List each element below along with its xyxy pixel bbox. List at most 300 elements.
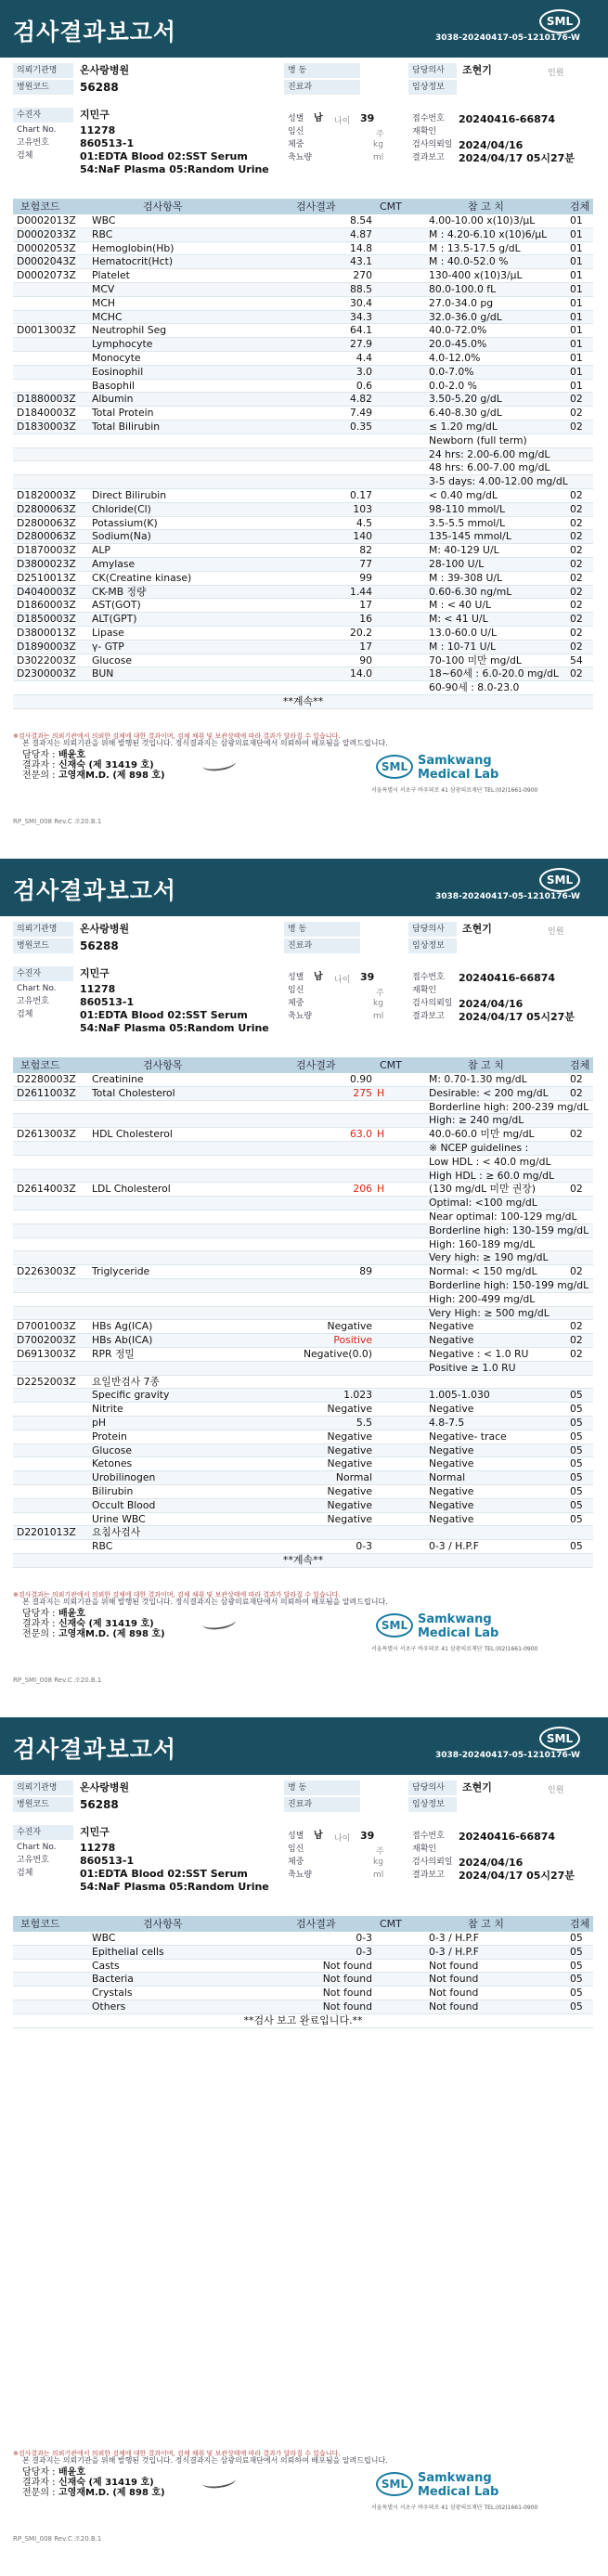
result-row <box>13 338 593 352</box>
test-code: D7001003Z <box>17 1320 76 1333</box>
tester-label: 담당자 : <box>22 750 56 760</box>
report-header <box>0 859 608 916</box>
test-name: Urine WBC <box>92 1512 146 1525</box>
result-row <box>13 214 593 228</box>
test-reference: 98-110 mmol/L <box>429 502 505 515</box>
report-footer <box>0 731 608 859</box>
test-reference: 4.0-12.0% <box>429 351 481 364</box>
test-reference: 0.0-7.0% <box>429 365 474 378</box>
test-result: 0.90 <box>349 1073 372 1085</box>
test-code: D6913003Z <box>17 1347 76 1360</box>
result-row <box>13 2000 593 2014</box>
tester-label: 담당자 : <box>22 1609 56 1619</box>
receipt-no-value: 20240416-66874 <box>459 113 556 125</box>
result-row <box>13 1183 593 1197</box>
test-code: D0002053Z <box>17 241 76 254</box>
test-reference: Low HDL : < 40.0 mg/dL <box>429 1155 551 1168</box>
specimen-line-1: 01:EDTA Blood 02:SST Serum <box>80 150 248 162</box>
test-reference: 4.8-7.5 <box>429 1416 465 1429</box>
in-charge-label: 인원 <box>548 1786 564 1795</box>
result-row <box>13 517 593 531</box>
test-code: D3800013Z <box>17 626 76 639</box>
test-reference: Near optimal: 100-129 mg/dL <box>429 1210 577 1223</box>
test-specimen: 02 <box>570 1128 583 1141</box>
result-row <box>13 1932 593 1946</box>
result-row <box>13 228 593 242</box>
result-row <box>13 1376 593 1390</box>
result-row <box>13 1513 593 1527</box>
urine-volume-label: 축뇨량 <box>288 1871 313 1880</box>
test-name: RBC <box>92 1540 113 1553</box>
test-result: 63.0 <box>349 1128 372 1141</box>
test-name: pH <box>92 1416 106 1429</box>
test-result: 4.82 <box>349 393 372 406</box>
footer-notice: 본 결과지는 의뢰기관을 위해 발행된 것입니다. 정식결과지는 삼광의료재단에서 의뢰하여 배포됨을 알려드립니다. <box>22 739 388 747</box>
test-code: D2800063Z <box>17 530 76 543</box>
test-name: Bacteria <box>92 1973 134 1986</box>
result-row <box>13 1170 593 1184</box>
test-reference: Negative <box>429 1457 474 1470</box>
test-specimen: 02 <box>570 393 583 406</box>
test-code: D0002073Z <box>17 269 76 282</box>
ward-label: 병 동 <box>284 63 360 78</box>
col-name: 검사항목 <box>143 201 183 213</box>
footer-address: 서울특별시 서초구 바우뫼로 41 삼광의료재단 TEL:(02)1661-0900 <box>371 787 538 794</box>
test-result: 34.3 <box>349 310 372 323</box>
patient-id-value: 860513-1 <box>80 996 135 1008</box>
test-specimen: 54 <box>570 654 583 667</box>
col-name: 검사항목 <box>143 1059 183 1071</box>
test-reference: Borderline high: 200-239 mg/dL <box>429 1100 589 1113</box>
result-row <box>13 1960 593 1974</box>
pregnancy-label: 임신 <box>288 1845 304 1854</box>
test-result: 0.35 <box>349 420 372 433</box>
test-result: Normal <box>335 1471 372 1484</box>
result-row <box>13 407 593 421</box>
results-table-header <box>13 1916 593 1932</box>
result-row <box>13 1430 593 1444</box>
test-specimen: 01 <box>570 351 583 364</box>
chart-no-label: Chart No. <box>17 125 57 135</box>
test-result: 64.1 <box>349 324 372 337</box>
test-reference: M: 40-129 U/L <box>429 544 499 557</box>
test-name: Total Protein <box>92 407 154 420</box>
result-row <box>13 1293 593 1307</box>
verifier-name: 신재숙 (제 31419 호) <box>58 1619 154 1629</box>
test-reference: Negative- trace <box>429 1430 507 1443</box>
signature-mark <box>201 2473 237 2491</box>
test-result: 77 <box>359 557 372 570</box>
institution-label: 의뢰기관명 <box>13 1780 73 1795</box>
report-date-value: 2024/04/17 05시27분 <box>459 1870 575 1882</box>
test-name: Potassium(K) <box>92 516 158 529</box>
ward-label: 병 동 <box>284 922 360 937</box>
test-name: Lipase <box>92 626 124 639</box>
test-code: D2614003Z <box>17 1183 76 1196</box>
test-reference: 0-3 / H.P.F <box>429 1945 479 1958</box>
test-name: HBs Ab(ICA) <box>92 1334 153 1347</box>
result-row <box>13 599 593 613</box>
col-name: 검사항목 <box>143 1918 183 1930</box>
test-name: Bilirubin <box>92 1484 134 1497</box>
test-reference: 3.50-5.20 g/dL <box>429 393 502 406</box>
doctor-value: 조현기 <box>462 64 492 76</box>
chart-no-value: 11278 <box>80 1842 116 1854</box>
test-reference: Negative <box>429 1320 474 1333</box>
test-specimen: 01 <box>570 310 583 323</box>
test-reference: 1.005-1.030 <box>429 1389 490 1402</box>
test-specimen: 01 <box>570 214 583 227</box>
col-result: 검사결과 <box>296 201 336 213</box>
test-result: 88.5 <box>349 282 372 295</box>
test-code: D1860003Z <box>17 599 76 612</box>
footer-warning: ※검사결과는 의뢰기관에서 의뢰한 검체에 대한 결과이며, 검체 채취 및 보관상태에 따라 결과가 달라질 수 있습니다. <box>13 732 341 740</box>
hospital-code-label: 병원코드 <box>13 80 73 95</box>
result-row <box>13 1156 593 1170</box>
sex-label: 성별 <box>288 1832 304 1841</box>
result-row <box>13 242 593 256</box>
test-name: RBC <box>92 227 113 240</box>
test-name: Ketones <box>92 1457 133 1470</box>
test-name: Casts <box>92 1959 120 1972</box>
patient-info <box>0 1775 608 1914</box>
test-name: Urobilinogen <box>92 1471 156 1484</box>
test-reference: High: 200-499 mg/dL <box>429 1292 536 1305</box>
age-label: 나이 <box>334 1834 351 1844</box>
specialist-label: 전문의 : <box>22 2488 56 2498</box>
test-reference: M : < 40 U/L <box>429 599 492 612</box>
test-specimen: 05 <box>570 1416 583 1429</box>
test-result: 0-3 <box>356 1945 372 1958</box>
result-row <box>13 1142 593 1156</box>
result-row <box>13 475 593 489</box>
test-result: Negative <box>327 1430 372 1443</box>
col-reference: 참 고 치 <box>468 1918 504 1930</box>
result-row <box>13 1946 593 1960</box>
test-name: 요침사검사 <box>92 1526 141 1539</box>
doctor-label: 담당의사 <box>408 63 457 78</box>
col-specimen: 검체 <box>570 1059 590 1071</box>
test-reference: Normal: < 150 mg/dL <box>429 1265 537 1278</box>
urine-volume-label: 축뇨량 <box>288 153 313 162</box>
signature-mark <box>201 756 237 773</box>
test-reference: Negative <box>429 1498 474 1511</box>
sml-logo-icon: SML <box>539 868 580 892</box>
patient-info <box>0 58 608 197</box>
patient-name-value: 지민구 <box>80 1826 110 1838</box>
result-row <box>13 1444 593 1458</box>
test-code: D0002033Z <box>17 227 76 240</box>
test-name: Albumin <box>92 393 134 406</box>
patient-id-label: 고유번호 <box>17 997 49 1006</box>
test-name: Neutrophil Seg <box>92 324 167 337</box>
report-date-value: 2024/04/17 05시27분 <box>459 152 575 164</box>
test-reference: Newborn (full term) <box>429 434 527 447</box>
test-result: 0.17 <box>349 488 372 501</box>
test-reference: M : 39-308 U/L <box>429 571 503 584</box>
test-specimen: 02 <box>570 599 583 612</box>
test-name: Lymphocyte <box>92 338 153 351</box>
result-row <box>13 352 593 366</box>
test-name: MCH <box>92 296 115 309</box>
test-reference: ※ NCEP guidelines : <box>429 1141 529 1154</box>
result-row <box>13 1457 593 1471</box>
test-specimen: 02 <box>570 613 583 626</box>
test-result: Negative <box>327 1457 372 1470</box>
samkwang-name-line-2: Medical Lab <box>418 2485 499 2499</box>
result-row <box>13 558 593 572</box>
report-code: 3038-20240417-05-1210176-W <box>435 33 580 43</box>
test-name: Protein <box>92 1430 127 1443</box>
result-row <box>13 681 593 695</box>
ward-label: 병 동 <box>284 1780 360 1795</box>
sex-label: 성별 <box>288 973 304 982</box>
test-name: CK(Creatine kinase) <box>92 571 192 584</box>
test-reference: 40.0-72.0% <box>429 324 487 337</box>
test-specimen: 02 <box>570 585 583 598</box>
test-reference: 4.00-10.00 x(10)3/μL <box>429 214 536 227</box>
test-result: 0-3 <box>356 1540 372 1553</box>
test-specimen: 01 <box>570 241 583 254</box>
department-label: 진료과 <box>284 80 360 95</box>
patient-name-label: 수진자 <box>13 966 73 981</box>
test-specimen: 02 <box>570 488 583 501</box>
test-reference: M: 0.70-1.30 mg/dL <box>429 1073 527 1085</box>
result-row <box>13 1320 593 1334</box>
report-header <box>0 0 608 58</box>
test-name: HBs Ag(ICA) <box>92 1320 153 1333</box>
patient-name-label: 수진자 <box>13 108 73 123</box>
test-specimen: 05 <box>570 1403 583 1416</box>
in-charge-label: 인원 <box>548 927 564 937</box>
test-result: Not found <box>322 1959 372 1972</box>
result-row <box>13 627 593 641</box>
test-code: D4040003Z <box>17 585 76 598</box>
test-result: 270 <box>353 269 372 282</box>
col-reference: 참 고 치 <box>468 1059 504 1071</box>
test-name: Specific gravity <box>92 1389 170 1402</box>
test-result: Negative <box>327 1512 372 1525</box>
test-name: WBC <box>92 214 116 227</box>
test-code: D1890003Z <box>17 640 76 653</box>
patient-name-value: 지민구 <box>80 967 110 979</box>
exam-date-label: 검사의뢰일 <box>412 999 453 1008</box>
test-name: HDL Cholesterol <box>92 1128 173 1141</box>
test-reference: 28-100 U/L <box>429 557 485 570</box>
test-specimen: 05 <box>570 1932 583 1944</box>
test-reference: < 0.40 mg/dL <box>429 488 498 501</box>
footer-notice: 본 결과지는 의뢰기관을 위해 발행된 것입니다. 정식결과지는 삼광의료재단에서 의뢰하여 배포됨을 알려드립니다. <box>22 2456 388 2465</box>
institution-value: 온사랑병원 <box>80 923 130 935</box>
result-row <box>13 544 593 558</box>
result-row <box>13 1348 593 1362</box>
col-code: 보험코드 <box>20 1059 60 1071</box>
samkwang-name-line-2: Medical Lab <box>418 1626 499 1640</box>
test-specimen: 02 <box>570 1320 583 1333</box>
results-table-header <box>13 199 593 214</box>
test-specimen: 01 <box>570 324 583 337</box>
result-row <box>13 1224 593 1238</box>
test-result: 7.49 <box>349 407 372 420</box>
institution-value: 온사랑병원 <box>80 1781 130 1793</box>
test-specimen: 01 <box>570 227 583 240</box>
report-code: 3038-20240417-05-1210176-W <box>435 1751 580 1760</box>
test-reference: (130 mg/dL 미만 권장) <box>429 1183 536 1196</box>
test-name: CK-MB 정량 <box>92 585 147 598</box>
test-reference: 70-100 미만 mg/dL <box>429 654 522 667</box>
test-specimen: 02 <box>570 1265 583 1278</box>
test-specimen: 05 <box>570 1498 583 1511</box>
department-label: 진료과 <box>284 938 360 953</box>
test-reference: Very High: ≥ 500 mg/dL <box>429 1306 550 1319</box>
test-result: Not found <box>322 1973 372 1986</box>
report-end-marker: **검사 보고 완료입니다.** <box>13 2014 593 2028</box>
pregnancy-unit: 주 <box>376 989 384 998</box>
test-name: ALP <box>92 544 110 557</box>
patient-name-label: 수진자 <box>13 1825 73 1840</box>
test-specimen: 01 <box>570 282 583 295</box>
re-exam-label: 재확인 <box>412 127 437 136</box>
result-row <box>13 1128 593 1142</box>
pregnancy-unit: 주 <box>376 130 384 139</box>
test-reference: 135-145 mmol/L <box>429 530 511 543</box>
col-specimen: 검체 <box>570 201 590 213</box>
test-result: Not found <box>322 2000 372 2013</box>
test-name: Hemoglobin(Hb) <box>92 241 175 254</box>
test-code: D2201013Z <box>17 1526 76 1539</box>
result-row <box>13 311 593 325</box>
result-row <box>13 1307 593 1321</box>
in-charge-label: 인원 <box>548 69 564 78</box>
receipt-no-value: 20240416-66874 <box>459 1831 556 1843</box>
sml-logo-icon: SML <box>539 1727 580 1751</box>
test-name: ALT(GPT) <box>92 613 137 626</box>
age-value: 39 <box>360 112 375 124</box>
verifier-label: 결과자 : <box>22 2478 56 2488</box>
col-reference: 참 고 치 <box>468 201 504 213</box>
report-title: 검사결과보고서 <box>13 877 177 904</box>
samkwang-name-line-1: Samkwang <box>418 2471 492 2485</box>
test-specimen: 05 <box>570 1430 583 1443</box>
verifier-name: 신재숙 (제 31419 호) <box>58 760 154 770</box>
test-reference: 24 hrs: 2.00-6.00 mg/dL <box>429 447 550 460</box>
test-result: 275 <box>353 1086 372 1099</box>
test-specimen: 01 <box>570 379 583 392</box>
test-result: 17 <box>359 640 372 653</box>
result-row <box>13 434 593 448</box>
test-reference: 0.60-6.30 ng/mL <box>429 585 512 598</box>
hospital-code-value: 56288 <box>80 81 119 94</box>
receipt-no-label: 접수번호 <box>412 1832 445 1841</box>
test-reference: High HDL : ≥ 60.0 mg/dL <box>429 1169 555 1182</box>
hospital-code-label: 병원코드 <box>13 1797 73 1812</box>
samkwang-name <box>418 754 498 782</box>
age-value: 39 <box>360 1830 375 1842</box>
signatures <box>22 2467 165 2498</box>
test-code: D1840003Z <box>17 407 76 420</box>
test-result: 8.54 <box>349 214 372 227</box>
result-row <box>13 1499 593 1513</box>
footer-address: 서울특별시 서초구 바우뫼로 41 삼광의료재단 TEL:(02)1661-0900 <box>371 1646 538 1652</box>
result-row <box>13 297 593 311</box>
test-result: 4.5 <box>356 516 372 529</box>
chart-no-label: Chart No. <box>17 984 57 993</box>
urine-volume-label: 축뇨량 <box>288 1012 313 1021</box>
weight-unit: kg <box>373 1858 383 1867</box>
verifier-label: 결과자 : <box>22 1619 56 1629</box>
test-reference: 60-90세 : 8.0-23.0 <box>429 681 520 694</box>
test-code: D3022003Z <box>17 654 76 667</box>
result-row <box>13 1485 593 1499</box>
test-flag: H <box>377 1128 385 1141</box>
test-name: Eosinophil <box>92 365 144 378</box>
test-specimen: 01 <box>570 338 583 351</box>
result-row <box>13 654 593 668</box>
sex-value: 남 <box>314 972 323 982</box>
receipt-no-label: 접수번호 <box>412 114 445 123</box>
test-specimen: 05 <box>570 1512 583 1525</box>
chart-no-value: 11278 <box>80 124 116 136</box>
test-code: D2300003Z <box>17 667 76 680</box>
col-result: 검사결과 <box>296 1918 336 1930</box>
receipt-no-label: 접수번호 <box>412 973 445 982</box>
results-table <box>13 1073 593 1568</box>
test-specimen: 05 <box>570 2000 583 2013</box>
test-reference: Not found <box>429 1987 479 2000</box>
result-row <box>13 1362 593 1376</box>
test-reference: Very high: ≥ 190 mg/dL <box>429 1251 549 1264</box>
col-flag: CMT <box>380 1918 402 1930</box>
report-footer <box>0 1590 608 1717</box>
result-row <box>13 503 593 517</box>
test-specimen: 02 <box>570 626 583 639</box>
test-specimen: 02 <box>570 1086 583 1099</box>
result-row <box>13 586 593 600</box>
test-specimen: 01 <box>570 296 583 309</box>
form-code: RP_SMI_008 Rev.C 조20.B.1 <box>13 1676 102 1684</box>
sex-label: 성별 <box>288 114 304 123</box>
result-row <box>13 324 593 338</box>
hospital-code-label: 병원코드 <box>13 938 73 953</box>
tester-name: 배윤호 <box>58 1609 85 1619</box>
test-specimen: 05 <box>570 1443 583 1456</box>
test-reference: Negative <box>429 1334 474 1347</box>
specimen-label: 검체 <box>17 151 33 161</box>
report-title: 검사결과보고서 <box>13 19 177 45</box>
test-result: Negative <box>327 1443 372 1456</box>
sex-value: 남 <box>314 1831 323 1841</box>
result-row <box>13 1389 593 1403</box>
test-reference: M : 13.5-17.5 g/dL <box>429 241 521 254</box>
test-flag: H <box>377 1086 385 1099</box>
test-result: 4.87 <box>349 227 372 240</box>
exam-date-value: 2024/04/16 <box>459 998 524 1010</box>
test-result: 103 <box>353 502 372 515</box>
report-end-marker: **계속** <box>13 695 593 709</box>
test-specimen: 02 <box>570 667 583 680</box>
test-reference: M : 4.20-6.10 x(10)6/μL <box>429 227 548 240</box>
test-code: D2800063Z <box>17 502 76 515</box>
report-page-2 <box>0 859 608 1717</box>
test-name: Total Cholesterol <box>92 1086 175 1099</box>
report-date-value: 2024/04/17 05시27분 <box>459 1011 575 1023</box>
samkwang-name-line-1: Samkwang <box>418 1612 492 1626</box>
specimen-line-1: 01:EDTA Blood 02:SST Serum <box>80 1868 248 1880</box>
report-code: 3038-20240417-05-1210176-W <box>435 892 580 901</box>
result-row <box>13 1417 593 1430</box>
samkwang-name-line-1: Samkwang <box>418 754 492 768</box>
tester-label: 담당자 : <box>22 2467 56 2478</box>
